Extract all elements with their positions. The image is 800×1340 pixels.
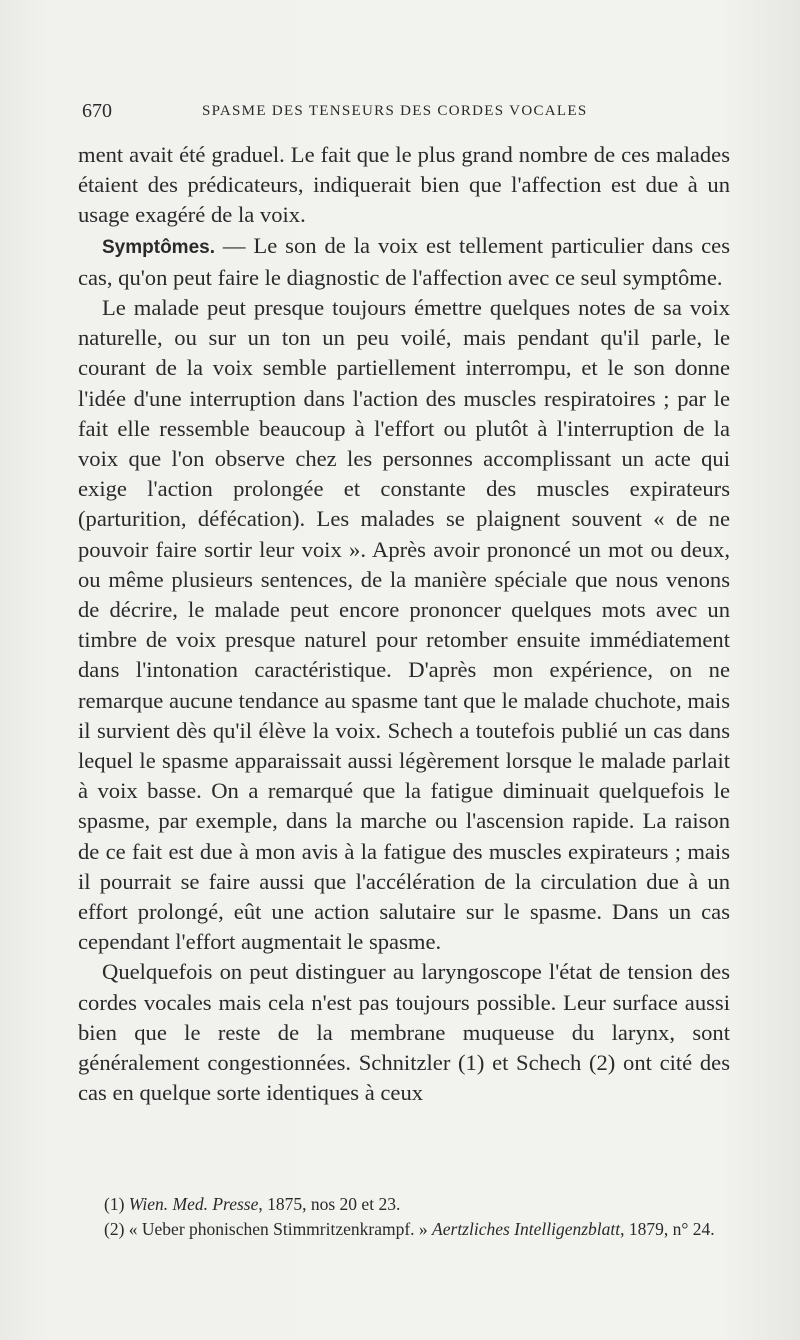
paragraph-4: Quelquefois on peut distinguer au laryngoscope l'état de tension des cordes vocales mais cela n'est pas toujours possible. Leur surface aussi bien que le reste de la membrane muqueuse du larynx, sont généralement congestionnées. Schnitzler (1) et Schech (2) ont cité des cas en quelque sorte identiques à ceux	[78, 959, 730, 1106]
footnotes	[78, 1192, 730, 1242]
paragraph-symptomes-text: — Le son de la voix est tellement particulier dans ces cas, qu'on peut faire le diagnostic de l'affection avec ce seul symptôme.	[78, 232, 730, 290]
footnote-2-title: « Ueber phonischen Stimmritzenkrampf. »	[128, 1219, 433, 1239]
footnote-1-details: , 1875, nos 20 et 23.	[258, 1194, 401, 1214]
section-heading-symptomes: Symptômes.	[102, 236, 215, 258]
page-number: 670	[82, 100, 112, 122]
page-header	[82, 100, 732, 126]
footnote-1	[78, 1192, 730, 1217]
footnote-2	[78, 1217, 730, 1242]
paragraph-3: Le malade peut presque toujours émettre quelques notes de sa voix naturelle, ou sur un ton un peu voilé, mais pendant qu'il parle, le courant de la voix semble partiellement interrompu, et le son donne l'idée d'une interruption dans l'action des muscles respiratoires ; par le fait elle ressemble beaucoup à l'effort ou plutôt à l'interruption de la voix que l'on observe chez les personnes accomplissant un acte qui exige l'action prolongée et constante des muscles expirateurs (parturition, défécation). Les malades se plaignent souvent « de ne pouvoir faire sortir leur voix ». Après avoir prononcé un mot ou deux, ou même plusieurs sentences, de la manière spéciale que nous venons de décrire, le malade peut encore prononcer quelques mots avec un timbre de voix presque naturel pour retomber ensuite immédiatement dans l'intonation caractéristique. D'après mon expérience, on ne remarque aucune tendance au spasme tant que le malade chuchote, mais il survient dès qu'il élève la voix. Schech a toutefois publié un cas dans lequel le spasme apparaissait aussi légèrement lorsque le malade parlait à voix basse. On a remarqué que la fatigue diminuait quelquefois le spasme, par exemple, dans la marche ou l'ascension rapide. La raison de ce fait est due à mon avis à la fatigue des muscles expirateurs ; mais il pourrait se faire aussi que l'accélération de la circulation due à un effort prolongé, eût une action salutaire sur le spasme. Dans un cas cependant l'effort augmentait le spasme.	[78, 295, 730, 955]
paragraph-1: ment avait été graduel. Le fait que le plus grand nombre de ces malades étaient des prédicateurs, indiquerait bien que l'affection est due à un usage exagéré de la voix.	[78, 142, 730, 228]
footnote-1-number: (1)	[104, 1194, 129, 1214]
footnote-2-source: Aertzliches Intelligenzblatt	[432, 1219, 621, 1239]
footnote-1-source: Wien. Med. Presse	[128, 1194, 259, 1214]
body-text	[78, 140, 730, 1109]
footnote-2-details: , 1879, n° 24.	[620, 1219, 715, 1239]
running-title: SPASME DES TENSEURS DES CORDES VOCALES	[202, 103, 588, 119]
paragraph-symptomes	[78, 231, 730, 293]
footnote-2-number: (2)	[104, 1219, 129, 1239]
